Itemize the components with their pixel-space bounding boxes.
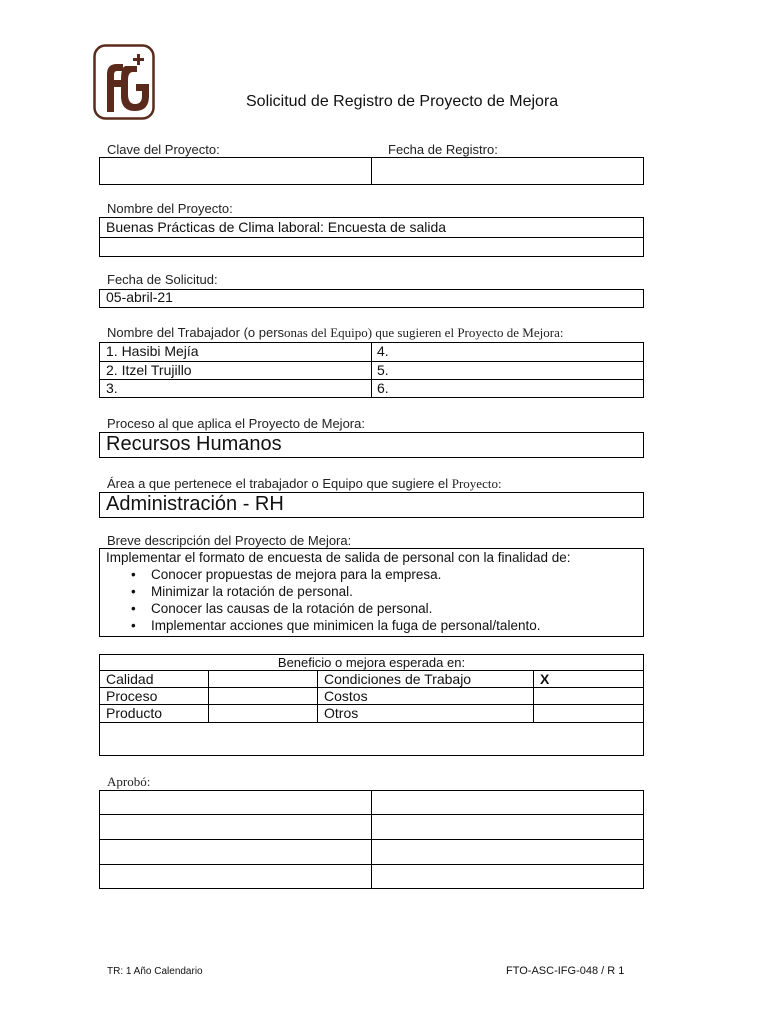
- clave-label: Clave del Proyecto:: [107, 142, 220, 157]
- fecha-solicitud-label: Fecha de Solicitud:: [107, 272, 218, 287]
- trabajadores-label: Nombre del Trabajador (o personas del Equipo) que sugieren el Proyecto de Mejora:: [107, 325, 564, 340]
- fecha-solicitud-box: [99, 289, 644, 308]
- nombre-proyecto-field[interactable]: Buenas Prácticas de Clima laboral: Encuesta de salida: [106, 219, 447, 235]
- beneficio-header: Beneficio o mejora esperada en:: [277, 655, 466, 670]
- aprobo-label: Aprobó:: [107, 774, 151, 789]
- proceso-field[interactable]: Recursos Humanos: [106, 433, 282, 455]
- area-label: Área a que pertenece el trabajador o Equipo que sugiere el Proyecto:: [107, 476, 502, 491]
- beneficio-condiciones: Condiciones de Trabajo: [324, 671, 472, 687]
- trabajador-6[interactable]: 6.: [377, 380, 389, 396]
- descripcion-label: Breve descripción del Proyecto de Mejora:: [107, 533, 352, 548]
- trabajador-1[interactable]: 1. Hasibi Mejía: [106, 343, 199, 359]
- beneficio-condiciones-check[interactable]: X: [540, 671, 550, 687]
- fecha-solicitud-field[interactable]: 05-abril-21: [106, 289, 173, 305]
- form-title: Solicitud de Registro de Proyecto de Mejora: [246, 93, 559, 110]
- footer-form-code: FTO-ASC-IFG-048 / R 1: [506, 965, 625, 977]
- trabajador-5[interactable]: 5.: [377, 362, 389, 378]
- list-item: • Minimizar la rotación de personal.: [131, 584, 353, 599]
- trabajador-3[interactable]: 3.: [106, 380, 118, 396]
- beneficio-calidad: Calidad: [106, 671, 154, 687]
- proceso-label: Proceso al que aplica el Proyecto de Mejora:: [107, 416, 365, 431]
- fecha-registro-label: Fecha de Registro:: [388, 142, 498, 157]
- list-item: • Conocer las causas de la rotación de personal.: [131, 601, 433, 616]
- beneficio-producto: Producto: [106, 705, 163, 721]
- trabajador-2[interactable]: 2. Itzel Trujillo: [106, 362, 192, 378]
- beneficio-proceso: Proceso: [106, 688, 158, 704]
- trabajador-4[interactable]: 4.: [377, 343, 389, 359]
- descripcion-intro: Implementar el formato de encuesta de salida de personal con la finalidad de:: [106, 550, 571, 565]
- footer-retention: TR: 1 Año Calendario: [107, 966, 203, 977]
- nombre-proyecto-label: Nombre del Proyecto:: [107, 201, 233, 216]
- list-item: • Conocer propuestas de mejora para la empresa.: [131, 567, 442, 582]
- list-item: • Implementar acciones que minimicen la fuga de personal/talento.: [131, 618, 541, 633]
- beneficio-otros: Otros: [324, 705, 359, 721]
- descripcion-field[interactable]: [106, 549, 571, 634]
- beneficio-costos: Costos: [324, 688, 368, 704]
- institution-logo: [93, 44, 155, 120]
- area-field[interactable]: Administración - RH: [106, 493, 284, 515]
- descripcion-bullet-list: [106, 566, 571, 634]
